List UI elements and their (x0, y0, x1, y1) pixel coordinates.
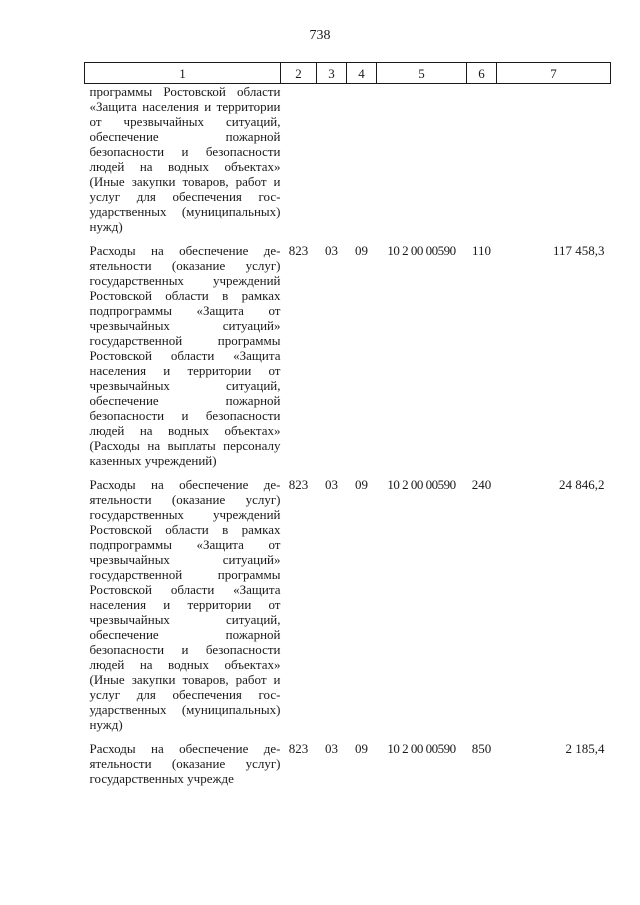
row-subsection-code: 09 (355, 741, 368, 756)
row-amount: 117 458,3 (552, 243, 605, 258)
header-col-4: 4 (347, 63, 377, 84)
header-col-1: 1 (85, 63, 281, 84)
row-section-code: 03 (325, 243, 338, 258)
row-subsection-code: 09 (355, 477, 368, 492)
row-expense-type: 240 (471, 477, 492, 492)
row-amount (497, 84, 611, 244)
row-amount: 2 185,4 (565, 741, 605, 756)
row-description: Расходы на обеспечение деятельности (оказание услуг) государственных учреждений Ростовской области в рамках подпрограммы «Защита от чрезвычайных ситуаций» государственной программы Ростовской области «Защита населения и территории от чрезвычайных ситуаций, обеспечение пожарной безопасности и безопасности людей на водных объектах» (Расходы на выплаты персоналу казенных учреждений) (89, 243, 281, 468)
header-col-5: 5 (377, 63, 467, 84)
row-ministry-code: 823 (288, 477, 309, 492)
page-number: 738 (309, 28, 331, 43)
row-section-code (317, 84, 347, 244)
row-ministry-code: 823 (288, 741, 309, 756)
row-subsection-code: 09 (355, 243, 368, 258)
row-description: программы Ростовской области «Защита населения и территории от чрезвычайных ситуаций, обеспечение пожарной безопасности и безопасности людей на водных объектах» (Иные закупки товаров, работ и услуг для обеспечения государственных (муниципальных) нужд) (89, 84, 281, 234)
row-expense-type: 110 (471, 243, 492, 258)
row-target-article: 10 2 00 00590 (387, 741, 456, 756)
table-row (85, 84, 611, 244)
row-subsection-code (347, 84, 377, 244)
row-description: Расходы на обеспечение деятельности (оказание услуг) государственных учреждений Ростовской области в рамках подпрограммы «Защита от чрезвычайных ситуаций» государственной программы Ростовской области «Защита населения и территории от чрезвычайных ситуаций, обеспечение пожарной безопасности и безопасности людей на водных объектах» (Иные закупки товаров, работ и услуг для обеспечения государственных (муниципальных) нужд) (89, 477, 281, 732)
table-row (85, 243, 611, 477)
header-col-6: 6 (467, 63, 497, 84)
row-amount: 24 846,2 (559, 477, 605, 492)
row-ministry-code: 823 (288, 243, 309, 258)
table-row (85, 741, 611, 795)
header-col-3: 3 (317, 63, 347, 84)
row-section-code: 03 (325, 477, 338, 492)
row-target-article (377, 84, 467, 244)
row-target-article: 10 2 00 00590 (387, 477, 456, 492)
row-target-article: 10 2 00 00590 (387, 243, 456, 258)
row-description: Расходы на обеспечение деятельности (оказание услуг) государственных учрежде (89, 741, 281, 786)
row-section-code: 03 (325, 741, 338, 756)
row-expense-type: 850 (471, 741, 492, 756)
header-row (85, 63, 611, 84)
table-row (85, 477, 611, 741)
table-body (85, 84, 611, 796)
table-header (85, 63, 611, 84)
header-col-7: 7 (497, 63, 611, 84)
header-col-2: 2 (281, 63, 317, 84)
budget-table (84, 62, 611, 795)
row-expense-type (467, 84, 497, 244)
row-ministry-code (281, 84, 317, 244)
